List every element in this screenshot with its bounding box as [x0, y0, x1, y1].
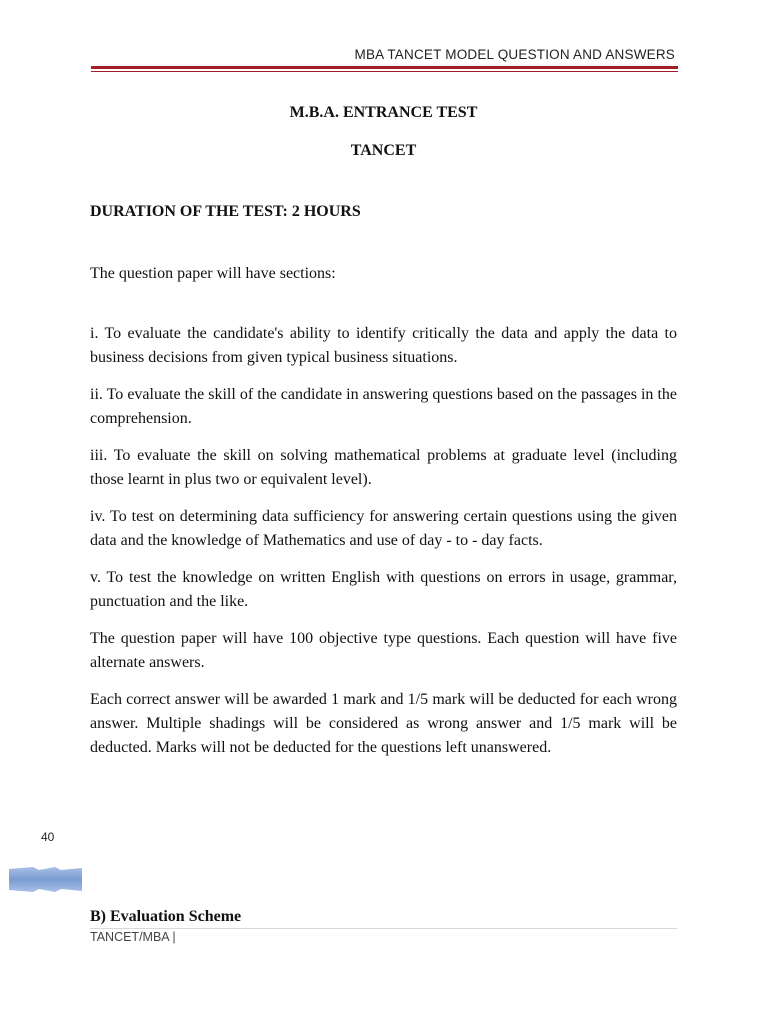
test-duration: DURATION OF THE TEST: 2 HOURS: [90, 203, 361, 220]
section-item: ii. To evaluate the skill of the candidate in answering questions based on the passages in the comprehension.: [90, 386, 677, 427]
document-subtitle: TANCET: [350, 142, 417, 159]
section-item: iv. To test on determining data sufficiency for answering certain questions using the given data and the knowledge of Mathematics and use of day - to - day facts.: [90, 508, 677, 549]
section-item: iii. To evaluate the skill on solving mathematical problems at graduate level (including those learnt in plus two or equivalent level).: [90, 447, 677, 488]
section-item: v. To test the knowledge on written English with questions on errors in usage, grammar, punctuation and the like.: [90, 569, 677, 610]
page-tab-shape: [9, 867, 82, 892]
sections-intro: The question paper will have sections:: [90, 265, 336, 282]
section-item: i. To evaluate the candidate's ability to identify critically the data and apply the data to business decisions from given typical business situations.: [90, 325, 677, 366]
marking-info: Each correct answer will be awarded 1 mark and 1/5 mark will be deducted for each wrong answer. Multiple shadings will be considered as wrong answer and 1/5 mark will be deducted. Marks will not be deducted for the questions left unanswered.: [90, 691, 677, 756]
document-title: M.B.A. ENTRANCE TEST: [289, 104, 478, 121]
footer-rule: [90, 928, 677, 929]
header-rule: [91, 66, 678, 69]
section-b-heading: B) Evaluation Scheme: [90, 908, 242, 925]
running-footer: TANCET/MBA |: [90, 930, 176, 944]
page-number: 40: [41, 830, 55, 844]
paper-info: The question paper will have 100 objective type questions. Each question will have five alternate answers.: [90, 630, 677, 671]
running-header: MBA TANCET MODEL QUESTION AND ANSWERS: [354, 47, 675, 62]
header-rule-thin: [91, 71, 678, 72]
